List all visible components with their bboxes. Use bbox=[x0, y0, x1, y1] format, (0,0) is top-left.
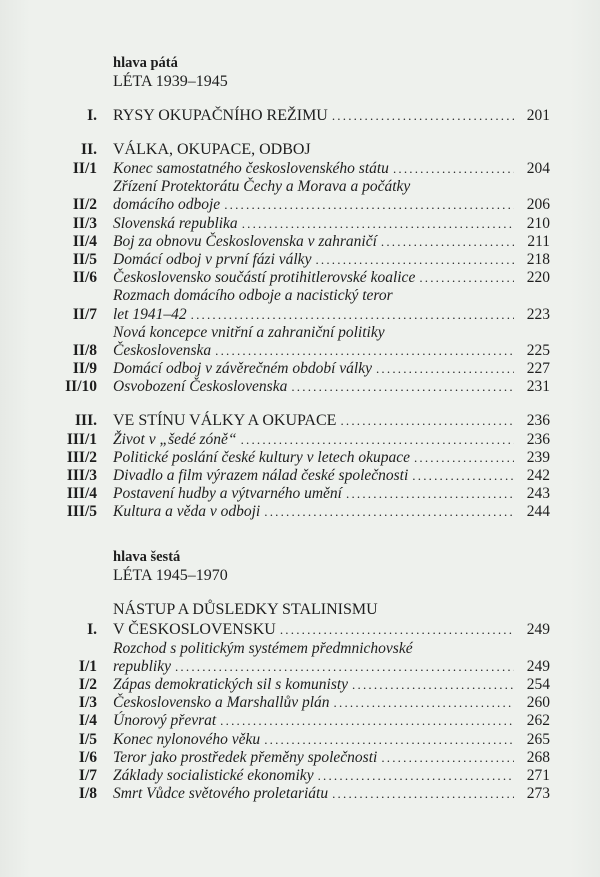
toc-subentry[interactable] bbox=[0, 503, 600, 521]
entry-body bbox=[113, 140, 550, 160]
toc-part-entry[interactable] bbox=[0, 106, 600, 126]
entry-line bbox=[113, 196, 550, 214]
entry-number: I/2 bbox=[78, 676, 97, 694]
entry-title: V ČESKOSLOVENSKU bbox=[113, 620, 276, 638]
page-number: 243 bbox=[526, 485, 550, 503]
dot-leader bbox=[419, 269, 514, 287]
dot-leader bbox=[412, 467, 514, 485]
entry-body bbox=[113, 694, 550, 712]
chapter-heading bbox=[0, 548, 600, 586]
entry-line bbox=[113, 600, 550, 620]
entry-number: I/1 bbox=[78, 657, 97, 675]
entry-line bbox=[113, 712, 550, 730]
page-number: 223 bbox=[526, 305, 550, 323]
entry-number: II/8 bbox=[72, 342, 97, 360]
dot-leader bbox=[241, 431, 514, 449]
page-number: 225 bbox=[526, 342, 550, 360]
entry-number: II/9 bbox=[72, 360, 97, 378]
entry-body bbox=[113, 785, 550, 803]
entry-body bbox=[113, 503, 550, 521]
toc-subentry[interactable] bbox=[0, 785, 600, 803]
entry-line bbox=[113, 342, 550, 360]
entry-number: I. bbox=[87, 107, 97, 124]
entry-body bbox=[113, 676, 550, 694]
entry-body bbox=[113, 324, 550, 360]
toc-section bbox=[0, 411, 600, 522]
entry-body bbox=[113, 269, 550, 287]
entry-number: I/4 bbox=[78, 712, 97, 730]
entry-body bbox=[113, 360, 550, 378]
entry-number: II/10 bbox=[65, 378, 97, 396]
page-number: 254 bbox=[526, 676, 550, 694]
entry-title: Domácí odboj v závěrečném období války bbox=[113, 360, 372, 378]
entry-line bbox=[113, 767, 550, 785]
entry-line bbox=[113, 287, 550, 305]
entry-title: Domácí odboj v první fázi války bbox=[113, 251, 312, 269]
entry-body bbox=[113, 160, 550, 178]
entry-body bbox=[113, 600, 550, 640]
entry-title: Československo součástí protihitlerovské koalice bbox=[113, 269, 416, 287]
toc-subentry[interactable] bbox=[0, 269, 600, 287]
toc-part-entry[interactable] bbox=[0, 600, 600, 640]
entry-title: Kultura a věda v odboji bbox=[113, 503, 261, 521]
entry-title: Československo a Marshallův plán bbox=[113, 694, 330, 712]
page-number: 201 bbox=[526, 107, 550, 124]
toc-part-entry[interactable] bbox=[0, 411, 600, 431]
page-number: 220 bbox=[526, 269, 550, 287]
dot-leader bbox=[381, 233, 514, 251]
entry-line bbox=[113, 178, 550, 196]
entry-line bbox=[113, 785, 550, 803]
entry-number: II/7 bbox=[72, 305, 97, 323]
entry-title: Smrt Vůdce světového proletariátu bbox=[113, 785, 329, 803]
page-number: 268 bbox=[526, 748, 550, 766]
entry-body bbox=[113, 106, 550, 126]
entry-line bbox=[113, 640, 550, 658]
dot-leader bbox=[352, 676, 514, 694]
entry-body bbox=[113, 233, 550, 251]
entry-body bbox=[113, 449, 550, 467]
entry-title: let 1941–42 bbox=[113, 305, 187, 323]
chapter-title: LÉTA 1945–1970 bbox=[113, 566, 228, 584]
toc-subentry[interactable] bbox=[0, 694, 600, 712]
entry-line bbox=[113, 324, 550, 342]
entry-line bbox=[113, 378, 550, 396]
entry-body bbox=[113, 485, 550, 503]
entry-title: NÁSTUP A DŮSLEDKY STALINISMU bbox=[113, 600, 378, 618]
page-number: 249 bbox=[526, 657, 550, 675]
entry-line bbox=[113, 360, 550, 378]
dot-leader bbox=[264, 503, 514, 521]
entry-title: Únorový převrat bbox=[113, 712, 217, 730]
dot-leader bbox=[332, 785, 514, 803]
dot-leader bbox=[242, 215, 514, 233]
entry-line bbox=[113, 411, 550, 431]
dot-leader bbox=[334, 694, 514, 712]
dot-leader bbox=[175, 658, 514, 676]
toc-subentry[interactable] bbox=[0, 215, 600, 233]
entry-line bbox=[113, 467, 550, 485]
toc-subentry[interactable] bbox=[0, 712, 600, 730]
entry-title: Divadlo a film výrazem nálad české společnosti bbox=[113, 467, 409, 485]
entry-body bbox=[113, 287, 550, 323]
toc-subentry[interactable] bbox=[0, 251, 600, 269]
entry-number: II/2 bbox=[72, 196, 97, 214]
dot-leader bbox=[381, 749, 514, 767]
page-number: 236 bbox=[526, 411, 550, 429]
toc-subentry[interactable] bbox=[0, 485, 600, 503]
entry-title: VÁLKA, OKUPACE, ODBOJ bbox=[113, 141, 311, 158]
entry-body bbox=[113, 640, 550, 676]
entry-title: Základy socialistické ekonomiky bbox=[113, 767, 314, 785]
entry-line bbox=[113, 620, 550, 640]
entry-line bbox=[113, 485, 550, 503]
entry-body bbox=[113, 749, 550, 767]
entry-line bbox=[113, 731, 550, 749]
toc-subentry[interactable] bbox=[0, 467, 600, 485]
entry-title: Boj za obnovu Československa v zahraničí bbox=[113, 232, 377, 250]
entry-title: Nová koncepce vnitřní a zahraniční politiky bbox=[113, 323, 385, 341]
entry-number: II/3 bbox=[72, 214, 97, 232]
chapter-title: LÉTA 1939–1945 bbox=[113, 73, 228, 90]
toc-subentry[interactable] bbox=[0, 749, 600, 767]
toc-part-entry[interactable] bbox=[0, 140, 600, 160]
entry-number: I. bbox=[87, 620, 97, 638]
entry-number: II/1 bbox=[72, 160, 97, 177]
entry-number: III/4 bbox=[66, 485, 97, 503]
entry-title: Teror jako prostředek přeměny společnosti bbox=[113, 748, 378, 766]
dot-leader bbox=[346, 485, 514, 503]
page-number: 265 bbox=[526, 730, 550, 748]
toc-subentry[interactable] bbox=[0, 324, 600, 360]
dot-leader bbox=[280, 620, 514, 640]
entry-line bbox=[113, 503, 550, 521]
entry-line bbox=[113, 106, 550, 126]
entry-number: II/5 bbox=[72, 251, 97, 269]
entry-title: Rozmach domácího odboje a nacistický teror bbox=[113, 287, 393, 305]
entry-number: I/5 bbox=[78, 730, 97, 748]
entry-title: republiky bbox=[113, 657, 171, 675]
chapter-heading bbox=[0, 54, 600, 92]
toc-subentry[interactable] bbox=[0, 378, 600, 396]
toc-section bbox=[0, 600, 600, 804]
dot-leader bbox=[315, 251, 514, 269]
page-number: 211 bbox=[527, 232, 550, 250]
toc-subentry[interactable] bbox=[0, 731, 600, 749]
entry-line bbox=[113, 160, 550, 178]
entry-line bbox=[113, 269, 550, 287]
toc-subentry[interactable] bbox=[0, 767, 600, 785]
dot-leader bbox=[393, 160, 514, 178]
entry-line bbox=[113, 140, 550, 160]
page-number: 210 bbox=[526, 214, 550, 232]
entry-title: Postavení hudby a výtvarného umění bbox=[113, 485, 342, 503]
entry-body bbox=[113, 467, 550, 485]
entry-line bbox=[113, 676, 550, 694]
entry-title: Slovenská republika bbox=[113, 214, 238, 232]
entry-title: VE STÍNU VÁLKY A OKUPACE bbox=[113, 411, 337, 429]
entry-line bbox=[113, 215, 550, 233]
entry-line bbox=[113, 306, 550, 324]
entry-body bbox=[113, 378, 550, 396]
entry-title: Zápas demokratických sil s komunisty bbox=[113, 676, 349, 694]
page-number: 249 bbox=[526, 620, 550, 638]
entry-line bbox=[113, 694, 550, 712]
toc-subentry[interactable] bbox=[0, 160, 600, 178]
toc-section bbox=[0, 106, 600, 126]
dot-leader bbox=[220, 712, 514, 730]
page-number: 244 bbox=[526, 503, 550, 521]
dot-leader bbox=[414, 449, 514, 467]
entry-number: III/5 bbox=[66, 503, 97, 521]
entry-line bbox=[113, 251, 550, 269]
entry-line bbox=[113, 431, 550, 449]
entry-number: II/4 bbox=[72, 232, 97, 250]
entry-title: Politické poslání české kultury v letech okupace bbox=[113, 448, 410, 466]
dot-leader bbox=[215, 342, 514, 360]
dot-leader bbox=[340, 411, 514, 431]
entry-number: II. bbox=[81, 141, 97, 158]
entry-line bbox=[113, 749, 550, 767]
entry-title: Zřízení Protektorátu Čechy a Morava a počátky bbox=[113, 178, 411, 196]
entry-title: Konec nylonového věku bbox=[113, 730, 261, 748]
dot-leader bbox=[376, 360, 514, 378]
page-number: 262 bbox=[526, 712, 550, 730]
dot-leader bbox=[332, 106, 514, 126]
entry-body bbox=[113, 767, 550, 785]
entry-title: Konec samostatného československého státu bbox=[113, 160, 389, 177]
page-number: 260 bbox=[526, 694, 550, 712]
entry-title: Rozchod s politickým systémem předmnichovské bbox=[113, 639, 413, 657]
entry-number: I/7 bbox=[78, 767, 97, 785]
entry-title: Československa bbox=[113, 342, 212, 360]
entry-number: III/3 bbox=[66, 467, 97, 485]
page-number: 206 bbox=[526, 196, 550, 214]
entry-number: I/3 bbox=[78, 694, 97, 712]
page-number: 231 bbox=[526, 378, 550, 396]
dot-leader bbox=[264, 731, 514, 749]
dot-leader bbox=[318, 767, 514, 785]
entry-body bbox=[113, 731, 550, 749]
entry-body bbox=[113, 251, 550, 269]
toc-section bbox=[0, 140, 600, 397]
page-number: 242 bbox=[526, 467, 550, 485]
entry-number: III/1 bbox=[66, 430, 97, 448]
entry-title: Život v „šedé zóně“ bbox=[113, 430, 237, 448]
toc-subentry[interactable] bbox=[0, 360, 600, 378]
entry-body bbox=[113, 411, 550, 431]
page-number: 239 bbox=[526, 448, 550, 466]
entry-number: II/6 bbox=[72, 269, 97, 287]
toc-subentry[interactable] bbox=[0, 449, 600, 467]
chapter-label: hlava pátá bbox=[113, 55, 178, 71]
entry-line bbox=[113, 233, 550, 251]
page-number: 227 bbox=[526, 360, 550, 378]
page-number: 273 bbox=[526, 785, 550, 803]
entry-body bbox=[113, 178, 550, 214]
dot-leader bbox=[224, 196, 514, 214]
entry-title: domácího odboje bbox=[113, 196, 221, 214]
entry-title: RYSY OKUPAČNÍHO REŽIMU bbox=[113, 107, 328, 124]
dot-leader bbox=[291, 378, 514, 396]
dot-leader bbox=[191, 306, 514, 324]
entry-title: Osvobození Československa bbox=[113, 378, 288, 396]
page-number: 271 bbox=[526, 767, 550, 785]
page-number: 218 bbox=[526, 251, 550, 269]
entry-number: I/6 bbox=[78, 748, 97, 766]
entry-line bbox=[113, 658, 550, 676]
toc-subentry[interactable] bbox=[0, 640, 600, 676]
entry-number: I/8 bbox=[78, 785, 97, 803]
toc-subentry[interactable] bbox=[0, 676, 600, 694]
page-number: 204 bbox=[526, 160, 550, 177]
page-number: 236 bbox=[526, 430, 550, 448]
entry-body bbox=[113, 215, 550, 233]
entry-body bbox=[113, 712, 550, 730]
toc-subentry[interactable] bbox=[0, 178, 600, 214]
chapter-label: hlava šestá bbox=[113, 548, 181, 565]
table-of-contents bbox=[0, 54, 600, 803]
toc-subentry[interactable] bbox=[0, 233, 600, 251]
entry-line bbox=[113, 449, 550, 467]
toc-subentry[interactable] bbox=[0, 287, 600, 323]
toc-subentry[interactable] bbox=[0, 431, 600, 449]
entry-body bbox=[113, 431, 550, 449]
entry-number: III. bbox=[75, 411, 97, 429]
entry-number: III/2 bbox=[66, 448, 97, 466]
